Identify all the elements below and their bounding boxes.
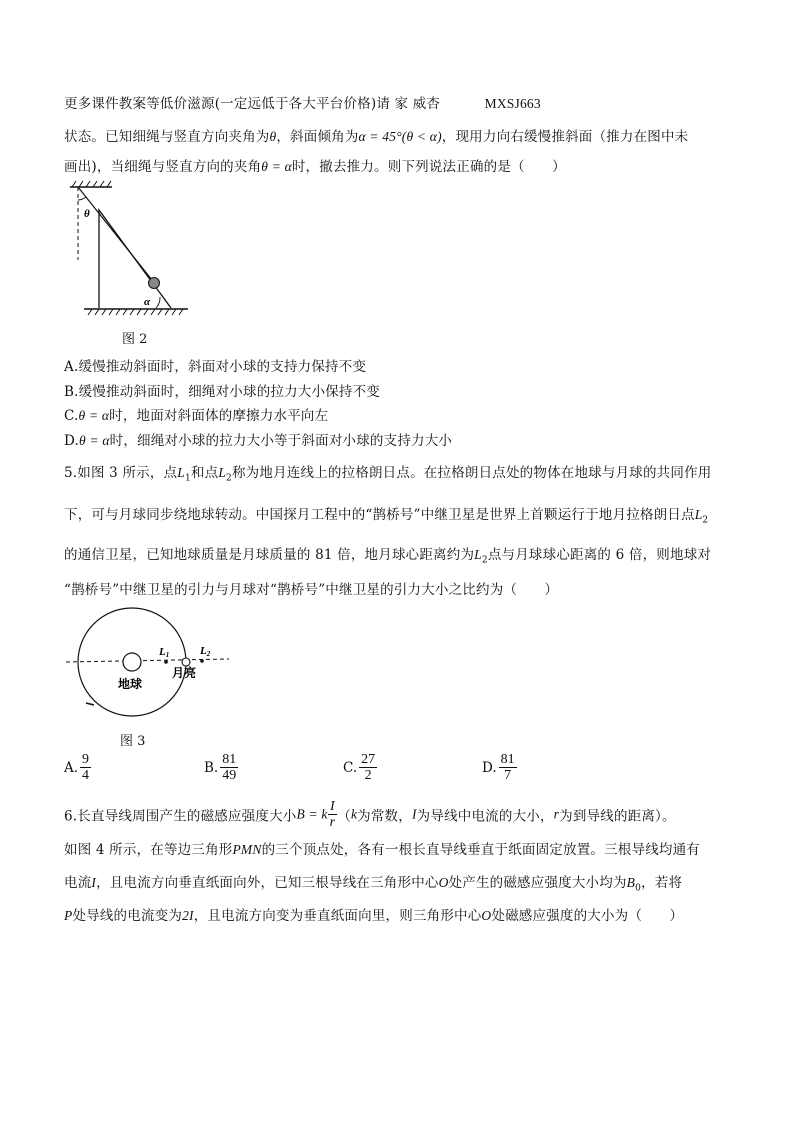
fraction-num: I xyxy=(328,799,338,815)
incline-block xyxy=(99,210,171,308)
L2-point xyxy=(200,659,204,663)
fraction-num: 9 xyxy=(82,752,90,767)
q5-L2: L xyxy=(694,507,703,522)
q4-theta: θ xyxy=(269,129,277,144)
fraction-den: 7 xyxy=(504,768,512,783)
q5-line1 xyxy=(64,461,711,484)
q5-text: 称为地月连线上的拉格朗日点。在拉格朗日点处的物体在地球与月球的共同作用 xyxy=(231,465,712,481)
fraction-den: r xyxy=(329,815,336,830)
option-eq: θ = α xyxy=(79,433,110,448)
q4-text: 画出)，当细绳与竖直方向的夹角 xyxy=(64,159,262,175)
q5-line3 xyxy=(64,543,711,566)
theta-arc xyxy=(78,197,86,200)
q4-alpha-eq: α = 45°(θ < α) xyxy=(358,129,442,144)
q6-line2 xyxy=(64,838,700,858)
fraction-num: 27 xyxy=(361,752,376,767)
fraction-den: 49 xyxy=(222,768,237,783)
q6-r: r xyxy=(553,806,560,822)
header-code: MXSJ663 xyxy=(484,96,541,111)
q6-I: I xyxy=(91,875,97,890)
q5-L2: L xyxy=(218,465,227,480)
earth-label: 地球 xyxy=(118,677,143,691)
q6-text: 的三个顶点处，各有一根长直导线垂直于纸面固定放置。三根导线均通有 xyxy=(261,842,700,858)
q6-text: 电流 xyxy=(64,875,92,891)
q5-L2-sub: 2 xyxy=(226,473,232,484)
q6-2I: 2I xyxy=(182,908,194,923)
q5-text: 的通信卫星，已知地球质量是月球质量的 81 倍，地月球心距离约为 xyxy=(64,547,475,563)
q4-option-b: B.缓慢推动斜面时，细绳对小球的拉力大小保持不变 xyxy=(64,384,381,400)
L2-label: L2 xyxy=(200,645,211,658)
ground-hatch xyxy=(88,309,183,315)
q6-text: 如图 4 所示，在等边三角形 xyxy=(64,842,233,858)
q6-text: （ xyxy=(337,808,351,825)
q6-text: 处产生的磁感应强度大小均为 xyxy=(448,875,627,891)
q6-text: 为到导线的距离）。 xyxy=(559,808,676,825)
q6-O: O xyxy=(481,908,492,923)
figure-2-caption: 图 2 xyxy=(122,332,148,347)
option-label: C. xyxy=(64,408,79,424)
figure-2-incline-diagram xyxy=(64,180,194,320)
L1-label: L1 xyxy=(159,646,170,659)
q5-text: 下，可与月球同步绕地球转动。中国探月工程中的“鹊桥号”中继卫星是世界上首颗运行于地月拉格朗日点 xyxy=(64,507,695,523)
q5-L2-sub: 2 xyxy=(702,515,709,526)
q5-text: 和点 xyxy=(190,465,219,481)
q6-PMN: PMN xyxy=(232,842,262,857)
fraction-num: 81 xyxy=(222,752,237,767)
q5-choice-c xyxy=(343,752,377,783)
choice-fraction xyxy=(220,752,238,783)
fraction-den: 4 xyxy=(82,768,90,783)
alpha-label: α xyxy=(144,296,151,308)
choice-fraction xyxy=(80,752,91,783)
option-eq: θ = α xyxy=(78,408,110,423)
option-text: 时，地面对斜面体的摩擦力水平向左 xyxy=(109,408,329,424)
q5-choice-b xyxy=(204,752,238,783)
q6-B-eq: B = k xyxy=(296,806,328,822)
q4-line2 xyxy=(64,155,566,175)
q4-option-c xyxy=(64,404,328,424)
L1-point xyxy=(164,660,168,664)
q4-text: ，现用力向右缓慢推斜面（推力在图中未 xyxy=(441,129,689,145)
q5-text: 5.如图 3 所示，点 xyxy=(64,465,178,481)
q5-choice-d xyxy=(482,752,517,783)
q6-P: P xyxy=(64,908,73,923)
theta-label: θ xyxy=(84,208,90,220)
alpha-arc xyxy=(156,297,160,308)
q6-text: 6.长直导线周围产生的磁感应强度大小 xyxy=(64,808,297,825)
q6-k: k xyxy=(350,806,358,822)
choice-fraction xyxy=(499,752,517,783)
header-promo xyxy=(64,92,541,112)
q4-text: ，斜面倾角为 xyxy=(276,129,359,145)
earth-moon-line xyxy=(66,659,229,662)
choice-label: D. xyxy=(482,759,497,776)
q6-line1 xyxy=(64,799,676,830)
q5-choice-a xyxy=(64,752,91,783)
q6-B0-sub: 0 xyxy=(635,883,642,894)
ball xyxy=(149,278,160,289)
q5-line2 xyxy=(64,503,708,526)
q6-text: 为常数， xyxy=(357,808,412,825)
choice-label: B. xyxy=(204,759,219,776)
q5-L1-sub: 1 xyxy=(184,473,191,484)
q5-text: 点与月球球心距离的 6 倍，则地球对 xyxy=(487,547,712,563)
choice-label: A. xyxy=(64,759,79,776)
moon-label: 月亮 xyxy=(172,666,197,680)
q6-O: O xyxy=(438,875,449,890)
q6-text: 处磁感应强度的大小为（ ） xyxy=(491,908,684,924)
q4-line1 xyxy=(64,125,688,145)
header-promo-text: 更多课件教案等低价滋源(一定远低于各大平台价格)请 家 威杏 xyxy=(64,96,441,112)
q4-option-d xyxy=(64,429,452,449)
moon xyxy=(182,658,190,666)
option-text: 时，细绳对小球的拉力大小等于斜面对小球的支持力大小 xyxy=(109,433,453,449)
q6-I: I xyxy=(411,806,417,822)
q4-theta-eq: θ = α xyxy=(261,159,292,174)
q6-text: 为导线中电流的大小， xyxy=(416,808,554,825)
option-label: D. xyxy=(64,433,80,449)
q5-L2: L xyxy=(474,547,482,562)
orbit-tick xyxy=(86,703,94,705)
q4-option-a: A.缓慢推动斜面时，斜面对小球的支持力保持不变 xyxy=(64,359,367,375)
q4-text: 状态。已知细绳与竖直方向夹角为 xyxy=(64,129,270,145)
q5-L1: L xyxy=(177,465,185,480)
choice-label: C. xyxy=(343,759,358,776)
choice-fraction xyxy=(359,752,377,783)
q6-text: 处导线的电流变为 xyxy=(72,908,183,924)
ceiling-hatch xyxy=(72,181,111,187)
q5-L2-sub: 2 xyxy=(481,555,488,566)
fraction-num: 81 xyxy=(500,752,515,767)
q6-text: ，且电流方向垂直纸面向外，已知三根导线在三角形中心 xyxy=(96,875,439,891)
q6-text: ，且电流方向变为垂直纸面向里，则三角形中心 xyxy=(193,908,482,924)
q6-fraction xyxy=(328,799,338,830)
q6-B0: B xyxy=(626,875,636,890)
figure-3-earth-moon-diagram xyxy=(64,605,234,725)
q6-text: ，若将 xyxy=(641,875,683,891)
q6-line3 xyxy=(64,871,682,894)
q4-text: 时，撤去推力。则下列说法正确的是（ ） xyxy=(291,159,566,175)
fraction-den: 2 xyxy=(364,768,372,783)
earth xyxy=(123,653,141,671)
q5-line4: “鹊桥号”中继卫星的引力与月球对“鹊桥号”中继卫星的引力大小之比约为（ ） xyxy=(64,582,559,598)
figure-3-caption: 图 3 xyxy=(120,734,146,749)
q6-line4 xyxy=(64,904,683,924)
